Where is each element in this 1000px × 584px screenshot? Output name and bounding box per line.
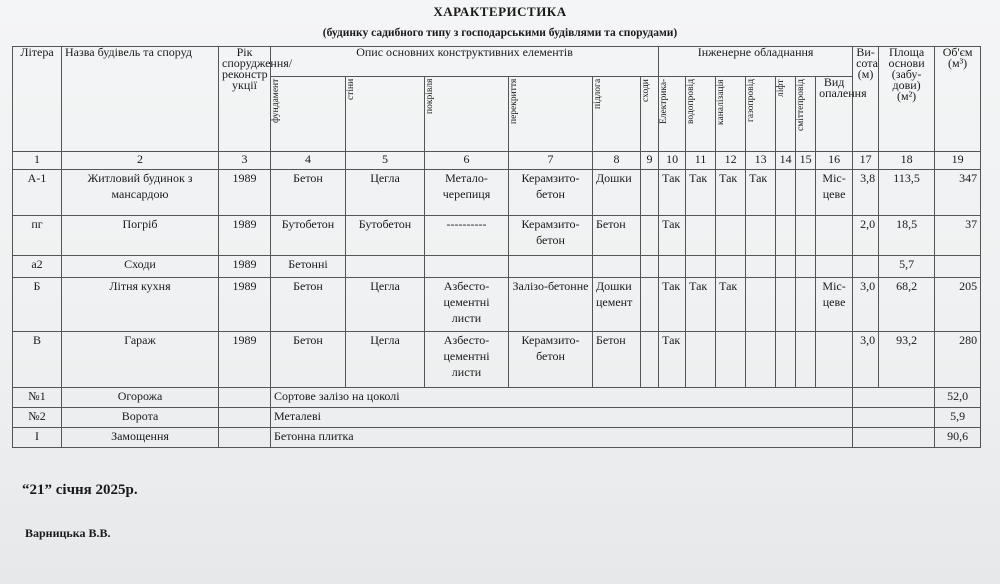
column-number: 3 xyxy=(219,152,271,170)
cell-floor: Дошки xyxy=(593,170,641,216)
cell-empty xyxy=(853,408,935,428)
header-lift: ліфт xyxy=(776,77,796,152)
header-engineering-group: Інженерне обладнання xyxy=(659,47,853,77)
cell-heating: Міс-цеве xyxy=(816,170,853,216)
header-height: Ви- сота (м) xyxy=(853,47,879,152)
cell-desc: Сортове залізо на цоколі xyxy=(271,388,853,408)
header-foundation: фундамент xyxy=(271,77,346,152)
cell-height xyxy=(853,256,879,278)
cell-sewer: Так xyxy=(716,278,746,332)
cell-sewer: Так xyxy=(716,170,746,216)
column-number: 10 xyxy=(659,152,686,170)
table-body xyxy=(13,170,981,448)
cell-litera: №1 xyxy=(13,388,62,408)
cell-water xyxy=(686,256,716,278)
cell-walls: Цегла xyxy=(346,332,425,388)
cell-slab: Керамзито-бетон xyxy=(509,332,593,388)
table-row xyxy=(13,216,981,256)
cell-foundation: Бетон xyxy=(271,332,346,388)
document-subtitle: (будинку садибного типу з господарськими будівлями та спорудами) xyxy=(322,27,678,39)
cell-walls xyxy=(346,256,425,278)
cell-area: 5,9 xyxy=(935,408,981,428)
cell-roof: ---------- xyxy=(425,216,509,256)
cell-foundation: Бетон xyxy=(271,170,346,216)
header-garbage: сміттепровід xyxy=(796,77,816,152)
column-number: 12 xyxy=(716,152,746,170)
cell-roof xyxy=(425,256,509,278)
column-number: 4 xyxy=(271,152,346,170)
cell-lift xyxy=(776,332,796,388)
cell-volume xyxy=(935,256,981,278)
header-electric: Електрика- xyxy=(659,77,686,152)
cell-gas xyxy=(746,256,776,278)
cell-slab: Керамзито-бетон xyxy=(509,216,593,256)
cell-year: 1989 xyxy=(219,256,271,278)
header-gas: газопровід xyxy=(746,77,776,152)
column-number: 9 xyxy=(641,152,659,170)
cell-height: 3,8 xyxy=(853,170,879,216)
document-date: “21” січня 2025р. xyxy=(22,482,138,498)
cell-garbage xyxy=(796,256,816,278)
header-stairs: сходи xyxy=(641,77,659,152)
cell-area: 93,2 xyxy=(879,332,935,388)
column-number: 7 xyxy=(509,152,593,170)
cell-litera: №2 xyxy=(13,408,62,428)
cell-name: Ворота xyxy=(62,408,219,428)
cell-area: 113,5 xyxy=(879,170,935,216)
cell-stairs xyxy=(641,256,659,278)
cell-water: Так xyxy=(686,170,716,216)
cell-gas: Так xyxy=(746,170,776,216)
cell-el xyxy=(659,256,686,278)
characteristics-table xyxy=(12,46,981,448)
cell-height: 3,0 xyxy=(853,332,879,388)
cell-desc: Металеві xyxy=(271,408,853,428)
cell-name: Огорожа xyxy=(62,388,219,408)
header-volume: Об'єм (м³) xyxy=(935,47,981,152)
cell-volume: 205 xyxy=(935,278,981,332)
cell-walls: Бутобетон xyxy=(346,216,425,256)
table-row xyxy=(13,332,981,388)
table-row xyxy=(13,278,981,332)
header-name: Назва будівель та споруд xyxy=(62,47,219,152)
table-row xyxy=(13,170,981,216)
header-water: водопровід xyxy=(686,77,716,152)
cell-stairs xyxy=(641,170,659,216)
cell-area: 18,5 xyxy=(879,216,935,256)
table-row xyxy=(13,428,981,448)
column-number: 13 xyxy=(746,152,776,170)
cell-heating xyxy=(816,256,853,278)
column-number: 1 xyxy=(13,152,62,170)
column-number: 16 xyxy=(816,152,853,170)
cell-slab: Керамзито-бетон xyxy=(509,170,593,216)
cell-sewer xyxy=(716,216,746,256)
header-litera: Літера xyxy=(13,47,62,152)
cell-garbage xyxy=(796,170,816,216)
table-row xyxy=(13,256,981,278)
cell-year: 1989 xyxy=(219,278,271,332)
column-number: 19 xyxy=(935,152,981,170)
cell-floor: Бетон xyxy=(593,216,641,256)
cell-lift xyxy=(776,256,796,278)
cell-year: 1989 xyxy=(219,216,271,256)
column-number: 6 xyxy=(425,152,509,170)
cell-name: Сходи xyxy=(62,256,219,278)
column-number: 8 xyxy=(593,152,641,170)
header-heating: Вид опалення xyxy=(816,77,853,152)
cell-litera: А-1 xyxy=(13,170,62,216)
cell-walls: Цегла xyxy=(346,170,425,216)
cell-litera: пг xyxy=(13,216,62,256)
header-walls: стіни xyxy=(346,77,425,152)
cell-gas xyxy=(746,278,776,332)
cell-area: 5,7 xyxy=(879,256,935,278)
cell-el: Так xyxy=(659,332,686,388)
column-number-row xyxy=(13,152,981,170)
cell-roof: Метало-черепиця xyxy=(425,170,509,216)
column-number: 18 xyxy=(879,152,935,170)
cell-desc: Бетонна плитка xyxy=(271,428,853,448)
cell-litera: а2 xyxy=(13,256,62,278)
cell-water xyxy=(686,216,716,256)
cell-name: Літня кухня xyxy=(62,278,219,332)
cell-empty xyxy=(853,388,935,408)
cell-empty xyxy=(853,428,935,448)
column-number: 11 xyxy=(686,152,716,170)
header-description-group: Опис основних конструктивних елементів xyxy=(271,47,659,77)
cell-litera: І xyxy=(13,428,62,448)
cell-stairs xyxy=(641,332,659,388)
cell-empty xyxy=(219,408,271,428)
cell-volume: 347 xyxy=(935,170,981,216)
cell-volume: 280 xyxy=(935,332,981,388)
header-sewer: каналізація xyxy=(716,77,746,152)
cell-area: 68,2 xyxy=(879,278,935,332)
header-slab: перекриття xyxy=(509,77,593,152)
column-number: 2 xyxy=(62,152,219,170)
cell-name: Житловий будинок з мансардою xyxy=(62,170,219,216)
cell-heating xyxy=(816,216,853,256)
cell-foundation: Бутобетон xyxy=(271,216,346,256)
cell-foundation: Бетонні xyxy=(271,256,346,278)
cell-sewer xyxy=(716,332,746,388)
cell-roof: Азбесто-цементні листи xyxy=(425,278,509,332)
cell-garbage xyxy=(796,332,816,388)
signature-name: Варницька В.В. xyxy=(25,526,111,540)
cell-empty xyxy=(219,388,271,408)
cell-garbage xyxy=(796,278,816,332)
cell-year: 1989 xyxy=(219,332,271,388)
table-row xyxy=(13,408,981,428)
document-title: ХАРАКТЕРИСТИКА xyxy=(433,4,567,19)
column-number: 5 xyxy=(346,152,425,170)
cell-el: Так xyxy=(659,170,686,216)
cell-name: Замощення xyxy=(62,428,219,448)
cell-water: Так xyxy=(686,278,716,332)
cell-el: Так xyxy=(659,278,686,332)
cell-slab xyxy=(509,256,593,278)
cell-stairs xyxy=(641,278,659,332)
header-roof: покрівля xyxy=(425,77,509,152)
cell-height: 2,0 xyxy=(853,216,879,256)
cell-height: 3,0 xyxy=(853,278,879,332)
cell-stairs xyxy=(641,216,659,256)
cell-name: Гараж xyxy=(62,332,219,388)
cell-volume: 37 xyxy=(935,216,981,256)
cell-floor: Дошки цемент xyxy=(593,278,641,332)
cell-lift xyxy=(776,216,796,256)
cell-sewer xyxy=(716,256,746,278)
header-area: Площа основи (забу- дови) (м²) xyxy=(879,47,935,152)
cell-heating: Міс-цеве xyxy=(816,278,853,332)
cell-water xyxy=(686,332,716,388)
cell-lift xyxy=(776,170,796,216)
cell-litera: В xyxy=(13,332,62,388)
cell-area: 90,6 xyxy=(935,428,981,448)
cell-heating xyxy=(816,332,853,388)
cell-litera: Б xyxy=(13,278,62,332)
header-row-1 xyxy=(13,47,981,77)
cell-gas xyxy=(746,216,776,256)
header-year: Рік спорудження/ реконстр укції xyxy=(219,47,271,152)
column-number: 15 xyxy=(796,152,816,170)
cell-floor: Бетон xyxy=(593,332,641,388)
cell-empty xyxy=(219,428,271,448)
column-number: 17 xyxy=(853,152,879,170)
table-row xyxy=(13,388,981,408)
header-floor: підлога xyxy=(593,77,641,152)
cell-roof: Азбесто-цементні листи xyxy=(425,332,509,388)
cell-area: 52,0 xyxy=(935,388,981,408)
cell-floor xyxy=(593,256,641,278)
column-number: 14 xyxy=(776,152,796,170)
cell-lift xyxy=(776,278,796,332)
cell-gas xyxy=(746,332,776,388)
cell-walls: Цегла xyxy=(346,278,425,332)
cell-el: Так xyxy=(659,216,686,256)
cell-year: 1989 xyxy=(219,170,271,216)
cell-name: Погріб xyxy=(62,216,219,256)
cell-foundation: Бетон xyxy=(271,278,346,332)
cell-slab: Залізо-бетонне xyxy=(509,278,593,332)
cell-garbage xyxy=(796,216,816,256)
